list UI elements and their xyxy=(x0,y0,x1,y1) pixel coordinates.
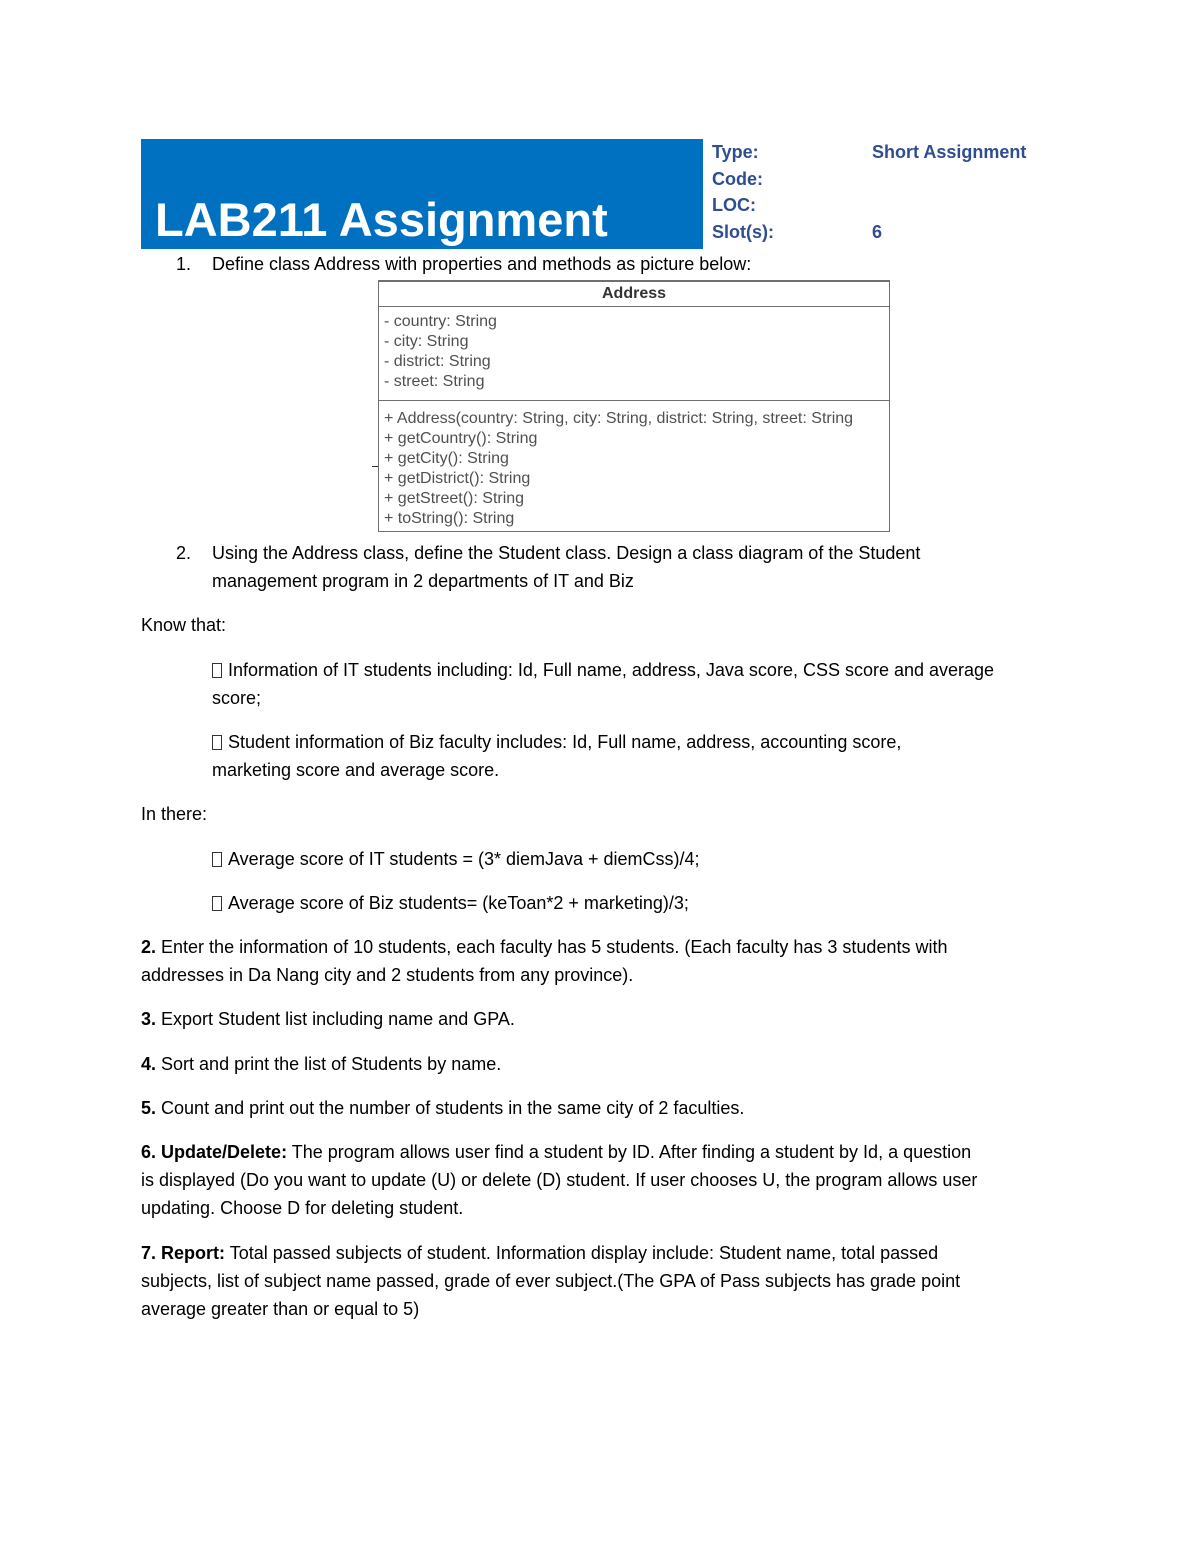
task-text: Export Student list including name and GPA. xyxy=(161,1009,515,1029)
class-attributes xyxy=(379,307,889,401)
task-text: Total passed subjects of student. Information display include: Student name, total passed xyxy=(229,1243,939,1263)
meta-value: 6 xyxy=(872,221,883,242)
method: + Address(country: String, city: String, district: String, street: String xyxy=(384,410,854,427)
task-7-continuation: average greater than or equal to 5) xyxy=(141,1299,420,1319)
meta-value: Short Assignment xyxy=(872,142,1027,162)
task-7 xyxy=(141,1239,938,1267)
bullet-glyph-icon xyxy=(212,735,222,750)
meta-key: Code: xyxy=(712,168,763,189)
class-name: Address xyxy=(379,282,889,307)
meta-row-type xyxy=(712,140,1072,167)
task-2 xyxy=(141,933,947,961)
task-number: 3. xyxy=(141,1009,157,1029)
attribute: - city: String xyxy=(384,333,469,350)
task-4 xyxy=(141,1050,501,1078)
method: + getCountry(): String xyxy=(384,430,538,447)
item-2-line: Using the Address class, define the Student class. Design a class diagram of the Student xyxy=(212,543,921,563)
task-number: 2. xyxy=(141,937,157,957)
item-2-line: management program in 2 departments of IT and Biz xyxy=(212,571,634,591)
attribute: - country: String xyxy=(384,313,497,330)
task-6-continuation: updating. Choose D for deleting student. xyxy=(141,1198,464,1218)
address-class-diagram xyxy=(378,280,890,532)
in-there-label: In there: xyxy=(141,804,208,824)
method: + toString(): String xyxy=(384,510,515,527)
task-5 xyxy=(141,1094,744,1122)
task-6-continuation: is displayed (Do you want to update (U) or delete (D) student. If user chooses U, the program allows user xyxy=(141,1170,978,1190)
formula-text: Average score of Biz students= (keToan*2 + marketing)/3; xyxy=(228,893,689,913)
meta-key: Type: xyxy=(712,142,759,162)
formula-item xyxy=(212,845,700,873)
meta-key: LOC: xyxy=(712,195,756,215)
item-1-text: Define class Address with properties and methods as picture below: xyxy=(212,254,752,274)
bullet-glyph-icon xyxy=(212,852,222,867)
task-6 xyxy=(141,1138,971,1166)
know-that-label: Know that: xyxy=(141,615,227,635)
task-number: 5. xyxy=(141,1098,157,1118)
meta-key: Slot(s): xyxy=(712,221,774,242)
assignment-meta xyxy=(712,140,1072,246)
task-text: Sort and print the list of Students by name. xyxy=(161,1054,502,1074)
task-number: 4. xyxy=(141,1054,157,1074)
bullet-glyph-icon xyxy=(212,663,222,678)
title-banner xyxy=(141,139,703,249)
method: + getStreet(): String xyxy=(384,490,525,507)
meta-row-loc xyxy=(712,193,1072,220)
task-label: Update/Delete: xyxy=(161,1142,288,1162)
bullet-text: Information of IT students including: Id, Full name, address, Java score, CSS score and average xyxy=(228,660,995,680)
task-number: 6. xyxy=(141,1142,157,1162)
item-1-number: 1. xyxy=(176,254,192,274)
attribute: - district: String xyxy=(384,353,491,370)
meta-row-code xyxy=(712,167,1072,194)
task-text: Enter the information of 10 students, each faculty has 5 students. (Each faculty has 3 students with xyxy=(161,937,948,957)
class-methods xyxy=(379,401,889,529)
bullet-item xyxy=(212,656,994,684)
bullet-continuation: score; xyxy=(212,688,262,708)
task-number: 7. xyxy=(141,1243,157,1263)
formula-item xyxy=(212,889,689,917)
bullet-item xyxy=(212,728,901,756)
bullet-glyph-icon xyxy=(212,896,222,911)
task-2-continuation: addresses in Da Nang city and 2 students from any province). xyxy=(141,965,634,985)
task-text: The program allows user find a student by ID. After finding a student by Id, a question xyxy=(291,1142,972,1162)
document-title: LAB211 Assignment xyxy=(155,193,608,246)
task-label: Report: xyxy=(161,1243,226,1263)
formula-text: Average score of IT students = (3* diemJava + diemCss)/4; xyxy=(228,849,700,869)
bullet-continuation: marketing score and average score. xyxy=(212,760,500,780)
task-3 xyxy=(141,1005,515,1033)
meta-row-slots xyxy=(712,220,1072,247)
method: + getCity(): String xyxy=(384,450,509,467)
attribute: - street: String xyxy=(384,373,485,390)
task-7-continuation: subjects, list of subject name passed, grade of ever subject.(The GPA of Pass subjects has grade point xyxy=(141,1271,961,1291)
item-2-number: 2. xyxy=(176,543,192,563)
task-text: Count and print out the number of students in the same city of 2 faculties. xyxy=(161,1098,745,1118)
method: + getDistrict(): String xyxy=(384,470,531,487)
bullet-text: Student information of Biz faculty includes: Id, Full name, address, accounting score, xyxy=(228,732,902,752)
